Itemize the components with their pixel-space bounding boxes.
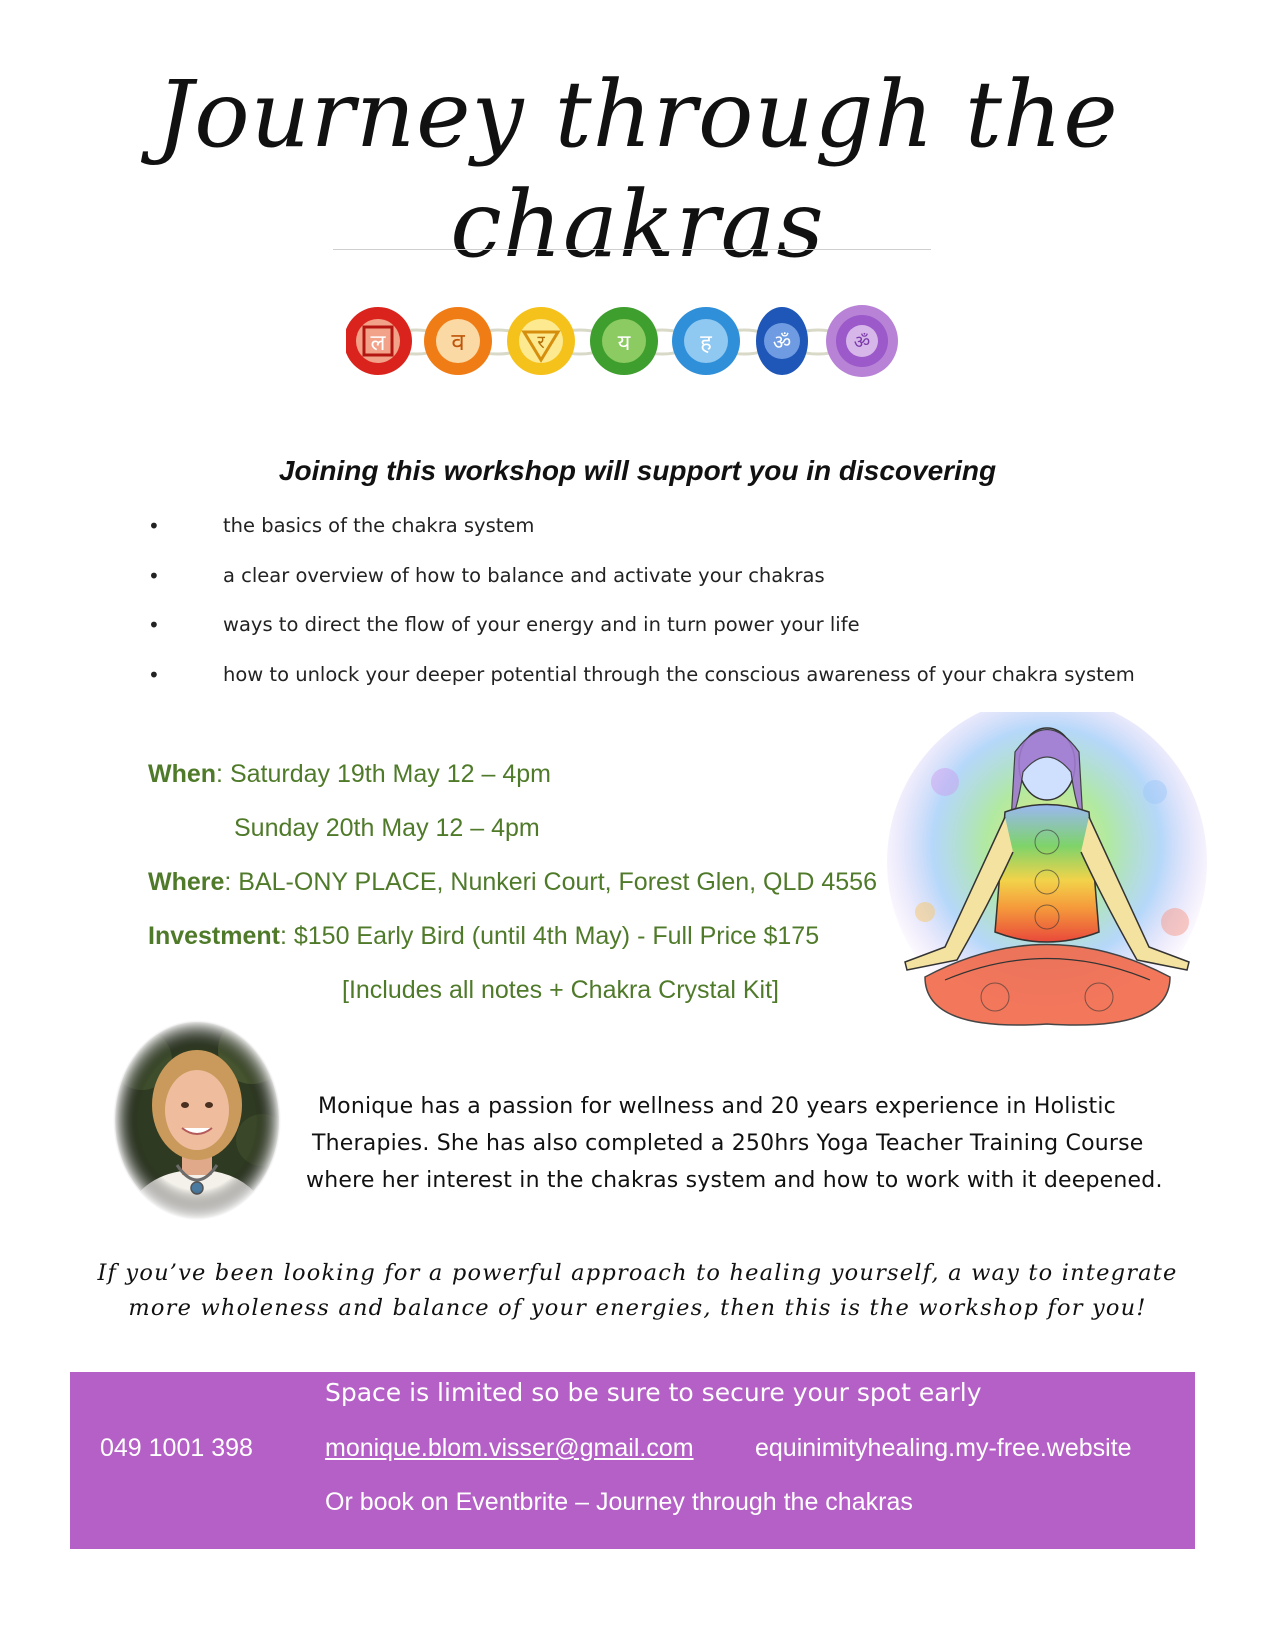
bio-line-3: where her interest in the chakras system and how to work with it deepened. [306, 1168, 1163, 1193]
where-line [148, 868, 877, 897]
investment-note: [Includes all notes + Chakra Crystal Kit] [342, 976, 779, 1004]
svg-text:ल: ल [370, 331, 386, 356]
list-item-text: ways to direct the flow of your energy and in turn power your life [223, 613, 860, 636]
investment-value: : $150 Early Bird (until 4th May) - Full Price $175 [279, 922, 820, 950]
closing-line-2: more wholeness and balance of your energies, then this is the workshop for you! [128, 1295, 1147, 1321]
chakra-symbols-icon [346, 296, 926, 386]
list-item [148, 613, 1198, 663]
benefits-list [148, 514, 1198, 712]
email-link-text[interactable]: monique.blom.visser@gmail.com [325, 1434, 694, 1462]
where-label: Where [148, 868, 225, 896]
list-item-text: how to unlock your deeper potential through the conscious awareness of your chakra system [223, 662, 1135, 686]
phone-number[interactable]: 049 1001 398 [100, 1434, 253, 1462]
bullet-icon: • [148, 613, 160, 637]
svg-text:र: र [537, 332, 545, 353]
svg-text:ॐ: ॐ [853, 332, 871, 353]
list-item-text: the basics of the chakra system [223, 514, 535, 537]
bullet-icon: • [148, 563, 160, 588]
chakra-third-eye-icon [756, 307, 808, 375]
investment-label: Investment [148, 922, 280, 950]
chakra-sacral-icon [424, 307, 492, 375]
when-line-2: Sunday 20th May 12 – 4pm [234, 814, 540, 842]
space-limited-text: Space is limited so be sure to secure your spot early [325, 1378, 982, 1407]
when-line-1 [148, 760, 551, 789]
portrait-photo [112, 1020, 282, 1220]
website-link[interactable]: equinimityhealing.my-free.website [755, 1434, 1132, 1462]
where-value: : BAL-ONY PLACE, Nunkeri Court, Forest Glen, QLD 4556 [224, 868, 877, 896]
when-value: : Saturday 19th May 12 – 4pm [216, 760, 551, 788]
list-item [148, 514, 1198, 564]
chakra-root-icon [346, 307, 412, 375]
svg-text:य: य [617, 331, 631, 356]
bullet-icon: • [148, 662, 160, 687]
chakra-solar-plexus-icon [507, 307, 575, 375]
svg-text:ह: ह [700, 331, 712, 356]
title-divider [333, 249, 931, 250]
bio-line-1: Monique has a passion for wellness and 20 years experience in Holistic [318, 1094, 1116, 1119]
list-item [148, 663, 1198, 713]
meditating-woman-icon [885, 712, 1210, 1042]
chakra-throat-icon [672, 307, 740, 375]
contact-footer [70, 1372, 1195, 1549]
chakra-heart-icon [590, 307, 658, 375]
page-title: Journey through the chakras [156, 61, 1119, 279]
list-item-text: a clear overview of how to balance and activate your chakras [223, 563, 825, 587]
chakra-crown-icon [826, 305, 898, 377]
subheading: Joining this workshop will support you in discovering [278, 455, 997, 486]
bio-line-2: Therapies. She has also completed a 250hrs Yoga Teacher Training Course [312, 1131, 1144, 1156]
list-item [148, 564, 1198, 614]
email-link[interactable] [325, 1434, 694, 1463]
bullet-icon: • [148, 514, 160, 538]
svg-text:व: व [451, 328, 465, 356]
closing-line-1: If you’ve been looking for a powerful approach to healing yourself, a way to integrate [97, 1260, 1178, 1286]
eventbrite-text: Or book on Eventbrite – Journey through the chakras [325, 1488, 913, 1516]
when-label: When [148, 760, 217, 788]
investment-line [148, 922, 819, 951]
svg-text:ॐ: ॐ [772, 330, 792, 354]
